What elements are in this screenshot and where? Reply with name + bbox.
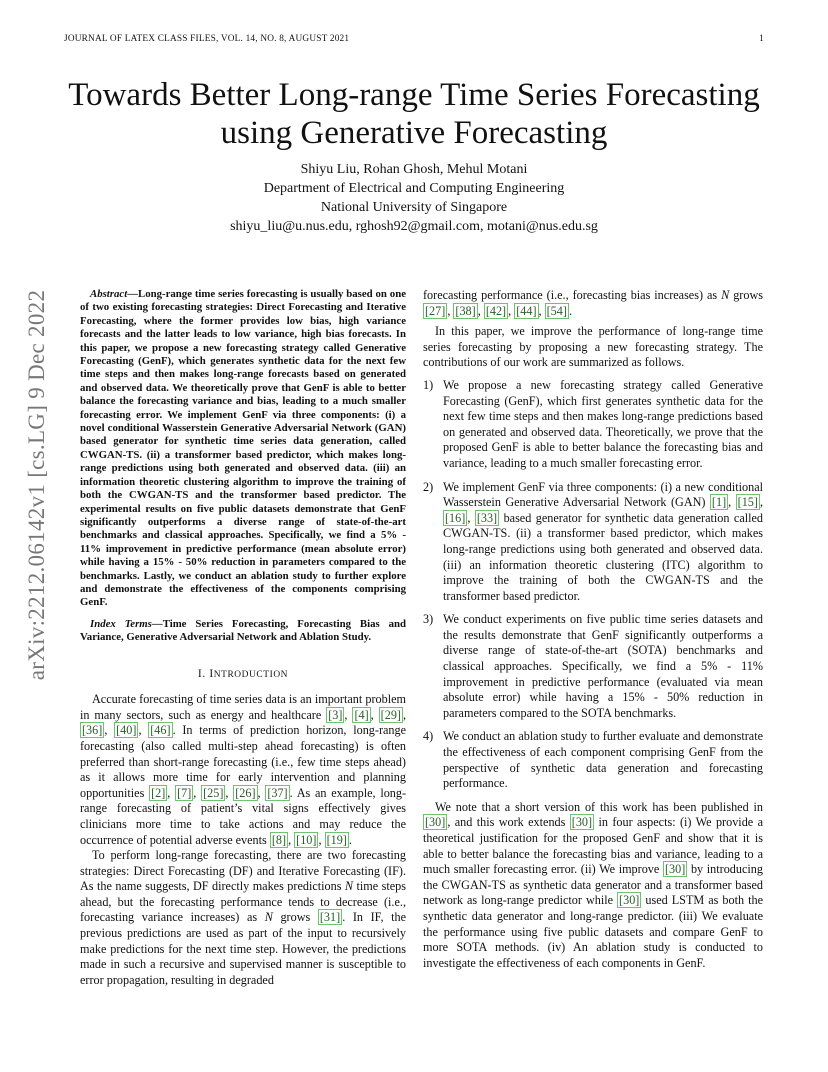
citation-link[interactable]: [1] — [711, 495, 727, 510]
citation-link[interactable]: [54] — [546, 303, 567, 318]
abstract-label: Abstract — [90, 288, 128, 300]
author-emails: shiyu_liu@u.nus.edu, rghosh92@gmail.com, motani@nus.edu.sg — [230, 219, 598, 234]
title-line-2: using Generative Forecasting — [220, 115, 608, 151]
right-paragraph-continued: forecasting performance (i.e., forecasting bias increases) as N grows [27] , [38] , [42] , [44] , [54] . — [423, 288, 764, 318]
citation-link[interactable]: [27] — [425, 303, 446, 318]
department: Department of Electrical and Computing Engineering — [263, 181, 565, 196]
paper-title — [40, 76, 788, 152]
citation-link[interactable]: [44] — [516, 303, 537, 318]
arxiv-sidebar — [24, 290, 50, 680]
citation-link[interactable]: [36] — [82, 723, 103, 738]
citation-link[interactable]: [26] — [235, 785, 256, 800]
citation-link[interactable]: [37] — [267, 785, 288, 800]
citation-link[interactable]: [8] — [271, 832, 287, 847]
citation-link[interactable]: [3] — [328, 707, 343, 722]
citation-link[interactable]: [29] — [380, 707, 401, 722]
citation-link[interactable]: [30] — [619, 893, 640, 908]
journal-name: JOURNAL OF LATEX CLASS FILES, VOL. 14, NO. 8, AUGUST 2021 — [64, 34, 350, 44]
citation-link[interactable]: [40] — [116, 723, 137, 738]
citation-link[interactable]: [16] — [445, 510, 466, 525]
abstract — [80, 288, 406, 610]
citation-link[interactable]: [2] — [151, 785, 166, 800]
citation-link[interactable]: [30] — [664, 862, 686, 877]
citation-link[interactable]: [46] — [150, 723, 171, 738]
left-column — [80, 288, 406, 988]
title-line-1: Towards Better Long-range Time Series Forecasting — [68, 77, 760, 113]
index-terms — [80, 618, 406, 645]
citation-link[interactable]: [42] — [485, 303, 507, 318]
citation-link[interactable]: [7] — [177, 785, 192, 800]
abstract-text: —Long-range time series forecasting is usually based on one of two existing forecasting strategies: Direct Forecasting and Iterative Forecasting, where the former provides low bias, high variance forecasts and the latter leads to low variance, high bias forecasts. In this paper, we propose a new forecasting strategy called Generative Forecasting (GenF), which generates synthetic data for the next few time steps and then makes long-range forecasts based on generated and observed data. We theoretically prove that GenF is able to better balance the forecasting variance and bias, leading to a much smaller forecasting error. We implement GenF via three components: (i) a novel conditional Wasserstein Generative Adversarial Network (GAN) based generator for synthetic time series data generation, called CWGAN-TS. (ii) a transformer based predictor, which makes long-range predictions using both generated and observed data. (iii) an information theoretic clustering algorithm to improve the training of both the CWGAN-TS and the transformer based predictor. The experimental results on five public datasets demonstrate that GenF significantly outperforms a diverse range of state-of-the-art benchmarks and classical approaches. Specifically, we find a 5% - 11% improvement in predictive performance (mean absolute error) while having a 15% - 50% reduction in parameters compared to the benchmarks. Lastly, we conduct an ablation study to further explore and demonstrate the effectiveness of the components comprising GenF. — [80, 288, 406, 609]
index-terms-text: —Time Series Forecasting, Forecasting Bias and Variance, Generative Adversarial Network and Ablation Study. — [80, 617, 406, 644]
list-item: 4) We conduct an ablation study to further evaluate and demonstrate the effectiveness of each component comprising GenF from the perspective of synthetic data generation and forecasting performance. — [423, 729, 763, 791]
intro-paragraph-1: Accurate forecasting of time series data is an important problem in many sectors, such as energy and healthcare [3] , [4] , [29] , [36] , [40] , [46] . In terms of prediction horizon, long-range forecasting (also called multi-step ahead forecasting) is often preferred than short-range forecasting (i.e., few time steps ahead) as it allows more time for early intervention and planning opportunities [2] , [7] , [25] , [26] , [37] . As an example, long-range forecasting of patient’s vital signs effectively gives clinicians more time to take actions and may reduce the occurrence of potential adverse events [8] , [10] , [19] . — [80, 692, 407, 847]
citation-link[interactable]: [38] — [455, 303, 476, 318]
university: National University of Singapore — [320, 200, 508, 215]
intro-paragraph-2: To perform long-range forecasting, there are two forecasting strategies: Direct Forecasting (DF) and Iterative Forecasting (IF). As the name suggests, DF directly makes predictions N time steps ahead, but the forecasting performance tends to decrease (i.e., forecasting variance increases) as N grows [31] . In IF, the previous predictions are used as part of the input to recursively make predictions for the next time step. However, the predictions made in such a recursive and supervised manner is susceptible to error propagation, resulting in degraded — [80, 848, 407, 987]
list-item: 3) We conduct experiments on five public time series datasets and the results demonstrate that GenF significantly outperforms a diverse range of state-of-the-art (SOTA) benchmarks and classical approaches. Specifically, we find a 5% - 11% improvement in predictive performance (evaluated via mean absolute error) while having a 15% - 50% reduction in parameters compared to the SOTA benchmarks. — [423, 612, 763, 720]
citation-link[interactable]: [33] — [476, 510, 498, 525]
citation-link[interactable]: [4] — [354, 707, 369, 722]
running-header — [64, 34, 764, 48]
right-paragraph-short-version: We note that a short version of this work has been published in [30] , and this work extends [30] in four aspects: (i) We provide a theoretical justification for the proposed GenF and show that it is able to better balance the forecasting bias and variance, leading to a much smaller forecasting error. (ii) We improve [30] by introducing the CWGAN-TS as synthetic data generator and a transformer based network as long-range predictor while [30] used LSTM as both the synthetic data generator and long-range predictor. (iii) We evaluate the performance using five public datasets and compare GenF to more SOTA methods. (iv) An ablation study is conducted to investigate the effectiveness of each components in GenF. — [423, 799, 763, 970]
citation-link[interactable]: [19] — [326, 832, 347, 847]
list-item: 1) We propose a new forecasting strategy called Generative Forecasting (GenF), which first generates synthetic data for the next few time steps and then makes long-range predictions based on generated and observed data. Theoretically, we prove that the proposed GenF is able to better balance the forecasting bias and variance, leading to a much smaller forecasting error. — [423, 377, 763, 470]
author-block — [60, 160, 768, 236]
citation-link[interactable]: [31] — [319, 910, 341, 925]
right-column — [423, 288, 763, 971]
list-item: 2) We implement GenF via three components: (i) a new conditional Wasserstein Generative Adversarial Network (GAN) [1] , [15] , [16] , [33] based generator for synthetic data generation called CWGAN-TS. (ii) a transformer based predictor, which makes long-range predictions using both generated and observed data. (iii) an information theoretic clustering (ITC) algorithm to improve the training of both the CWGAN-TS and the transformer based predictor. — [423, 479, 764, 603]
contributions-list — [423, 378, 763, 792]
index-terms-label: Index Terms — [90, 617, 152, 630]
author-names: Shiyu Liu, Rohan Ghosh, Mehul Motani — [300, 162, 528, 177]
arxiv-identifier: arXiv:2212.06142v1 [cs.LG] 9 Dec 2022 — [24, 289, 49, 681]
section-heading-introduction: I. INTRODUCTION — [197, 667, 289, 680]
citation-link[interactable]: [25] — [203, 785, 224, 800]
page-number: 1 — [759, 34, 764, 44]
citation-link[interactable]: [30] — [571, 815, 593, 830]
citation-link[interactable]: [15] — [737, 495, 758, 510]
citation-link[interactable]: [10] — [296, 832, 317, 847]
citation-link[interactable]: [30] — [425, 815, 446, 830]
contributions-intro: In this paper, we improve the performance of long-range time series forecasting by proposing a new forecasting strategy. The contributions of our work are summarized as follows. — [423, 324, 763, 370]
